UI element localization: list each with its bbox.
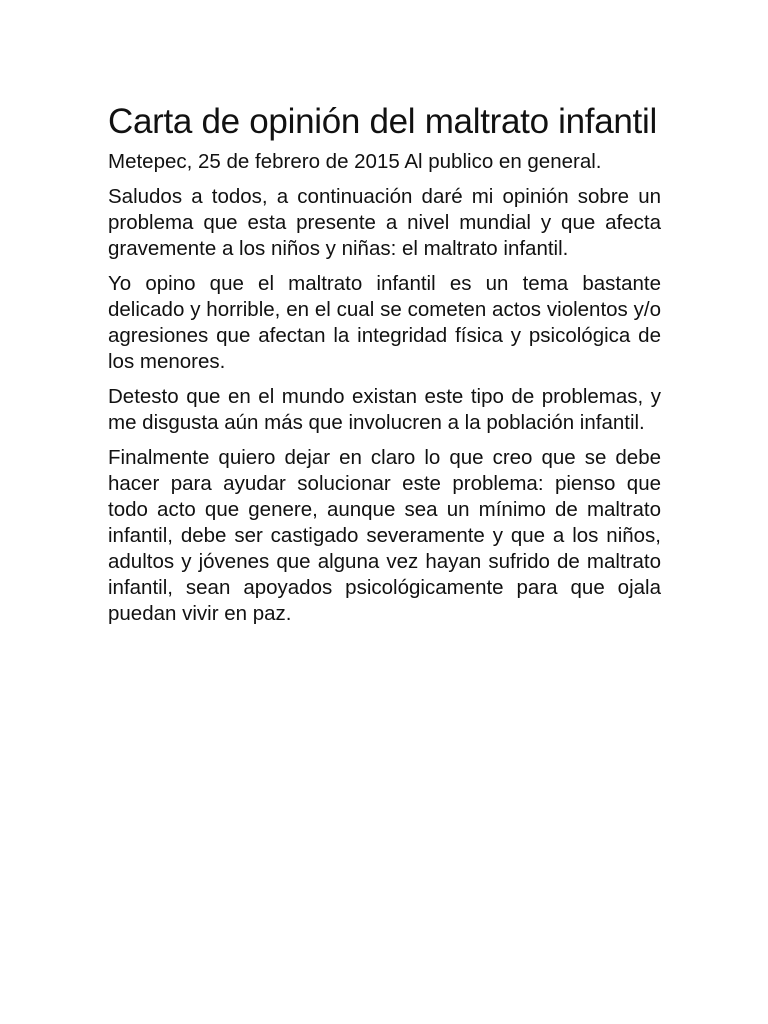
document-title: Carta de opinión del maltrato infantil <box>108 102 657 141</box>
paragraph-opinion: Yo opino que el maltrato infantil es un tema bastante delicado y horrible, en el cual se cometen actos violentos y/o agresiones que afectan la integridad física y psicológica de los menores. <box>108 272 661 373</box>
paragraph-greeting: Saludos a todos, a continuación daré mi opinión sobre un problema que esta presente a nivel mundial y que afecta gravemente a los niños y niñas: el maltrato infantil. <box>108 185 661 260</box>
document-place-date: Metepec, 25 de febrero de 2015 Al publico en general. <box>108 150 602 173</box>
paragraph-conclusion: Finalmente quiero dejar en claro lo que creo que se debe hacer para ayudar solucionar este problema: pienso que todo acto que genere, aunque sea un mínimo de maltrato infantil, debe ser castigado severamente y que a los niños, adultos y jóvenes que alguna vez hayan sufrido de maltrato infantil, sean apoyados psicológicamente para que ojala puedan vivir en paz. <box>108 446 661 625</box>
document-page <box>108 103 661 627</box>
paragraph-dislike: Detesto que en el mundo existan este tipo de problemas, y me disgusta aún más que involucren a la población infantil. <box>108 385 661 434</box>
